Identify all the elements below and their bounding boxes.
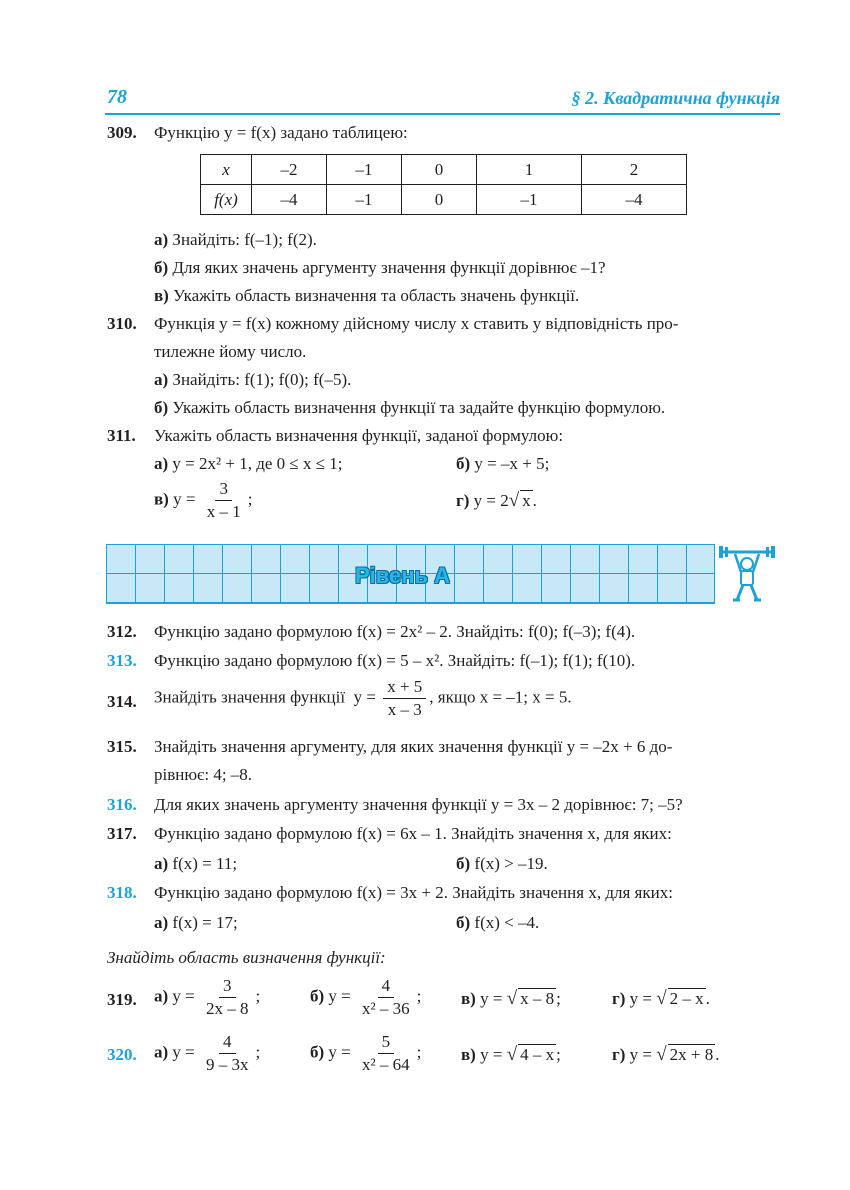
problem-311-b: б) y = –x + 5;: [456, 454, 550, 473]
table-cell: –1: [327, 185, 402, 215]
problem-317-b: б) f(x) > –19.: [456, 854, 548, 873]
problem-number-317: 317.: [107, 824, 137, 843]
sqrt-icon: √: [656, 988, 667, 1009]
problem-317-a: а) f(x) = 11;: [154, 854, 238, 873]
problem-310-line2: тилежне йому число.: [154, 342, 307, 361]
header-divider: [105, 113, 780, 115]
problem-number-311: 311.: [107, 426, 136, 445]
problem-316-text: Для яких значень аргументу значення функції y = 3x – 2 дорівнює: 7; –5?: [154, 795, 683, 814]
problem-310-b: б) Укажіть область визначення функції та задайте функцію формулою.: [154, 398, 666, 417]
table-cell: 2: [582, 155, 687, 185]
problem-318-a: а) f(x) = 17;: [154, 913, 238, 932]
sqrt-icon: √: [506, 1044, 518, 1065]
problem-number-310: 310.: [107, 314, 137, 333]
problem-number-316: 316.: [107, 795, 137, 814]
weightlifter-icon: [714, 544, 779, 604]
fraction: $\frac{5}{\text{x² – 64}}$: [362, 1032, 410, 1074]
table-cell: –2: [252, 155, 327, 185]
table-cell: 0: [402, 155, 477, 185]
problem-number-319: 319.: [107, 990, 137, 1009]
problem-313-text: Функцію задано формулою f(x) = 5 – x². Знайдіть: f(–1); f(1); f(10).: [154, 651, 636, 670]
page-number: 78: [107, 86, 127, 108]
problem-311-c: в) y = $\frac{3}{x - 1}$ ;: [154, 479, 253, 521]
problem-319-b: б) y = $\frac{4}{\text{x² – 36}}$ ;: [310, 976, 422, 1018]
fraction: $\frac{x + 5}{x - 3}$: [383, 678, 426, 719]
problem-310-a: а) Знайдіть: f(1); f(0); f(–5).: [154, 370, 352, 389]
problem-311-d: г) y = 2√ x .: [456, 490, 537, 511]
problem-number-314: 314.: [107, 692, 137, 711]
problem-312-text: Функцію задано формулою f(x) = 2x² – 2. Знайдіть: f(0); f(–3); f(4).: [154, 622, 636, 641]
problem-319-a: а) y = $\frac{3}{2x - 8}$ ;: [154, 976, 261, 1018]
problem-309-b: б) Для яких значень аргументу значення функції дорівнює –1?: [154, 258, 606, 277]
fraction: $\frac{4}{9 - 3x}$: [206, 1032, 249, 1074]
problem-311-text: Укажіть область визначення функції, заданої формулою:: [154, 426, 564, 445]
problem-309-text: Функцію y = f(x) задано таблицею:: [154, 123, 408, 142]
problem-318-text: Функцію задано формулою f(x) = 3x + 2. Знайдіть значення x, для яких:: [154, 883, 673, 902]
problem-number-320: 320.: [107, 1045, 137, 1064]
problem-320-a: а) y = $\frac{4}{9 - 3x}$ ;: [154, 1032, 261, 1074]
problem-number-309: 309.: [107, 123, 137, 142]
problem-310-line1: Функція y = f(x) кожному дійсному числу x ставить у відповідність про-: [154, 314, 679, 333]
problem-number-313: 313.: [107, 651, 137, 670]
table-cell: –1: [477, 185, 582, 215]
table-row-f: [201, 185, 687, 215]
problem-314-text: Знайдіть значення функції y = $\frac{x + 5}{x - 3}$ , якщо x = –1; x = 5.: [154, 677, 572, 719]
table-cell: –4: [582, 185, 687, 215]
sqrt-icon: √: [508, 490, 520, 511]
problem-number-312: 312.: [107, 622, 137, 641]
fraction: $\frac{4}{\text{x² – 36}}$: [362, 976, 410, 1018]
sqrt-icon: √: [506, 988, 518, 1009]
problem-309-a: а) Знайдіть: f(–1); f(2).: [154, 230, 317, 249]
table-cell: 0: [402, 185, 477, 215]
table-cell: –1: [327, 155, 402, 185]
problem-320-b: б) y = $\frac{5}{\text{x² – 64}}$ ;: [310, 1032, 422, 1074]
problem-315-line2: рівнює: 4; –8.: [154, 765, 253, 784]
table-cell: x: [201, 155, 252, 185]
problem-319-d: г) y = √ 2 – x .: [612, 988, 710, 1009]
problem-320-c: в) y = √ 4 – x ;: [461, 1044, 561, 1065]
level-title: Рівень А: [355, 563, 451, 588]
table-row-x: [201, 155, 687, 185]
problem-311-a: а) y = 2x² + 1, де 0 ≤ x ≤ 1;: [154, 454, 343, 473]
table-cell: f(x): [201, 185, 252, 215]
fraction: $\frac{3}{2x - 8}$: [206, 976, 249, 1018]
section-title: § 2. Квадратична функція: [571, 88, 780, 108]
sqrt-icon: √: [656, 1044, 667, 1065]
problem-number-318: 318.: [107, 883, 137, 902]
problem-number-315: 315.: [107, 737, 137, 756]
section-instruction: Знайдіть область визначення функції:: [107, 948, 386, 967]
problem-318-b: б) f(x) < –4.: [456, 913, 540, 932]
function-table: [200, 154, 687, 215]
problem-320-d: г) y = √ 2x + 8 .: [612, 1044, 720, 1065]
table-cell: –4: [252, 185, 327, 215]
table-cell: 1: [477, 155, 582, 185]
problem-317-text: Функцію задано формулою f(x) = 6x – 1. Знайдіть значення x, для яких:: [154, 824, 672, 843]
problem-309-c: в) Укажіть область визначення та область значень функції.: [154, 286, 580, 305]
problem-315-line1: Знайдіть значення аргументу, для яких значення функції y = –2x + 6 до-: [154, 737, 673, 756]
problem-319-c: в) y = √ x – 8 ;: [461, 988, 561, 1009]
fraction: $\frac{3}{x - 1}$: [206, 479, 241, 521]
